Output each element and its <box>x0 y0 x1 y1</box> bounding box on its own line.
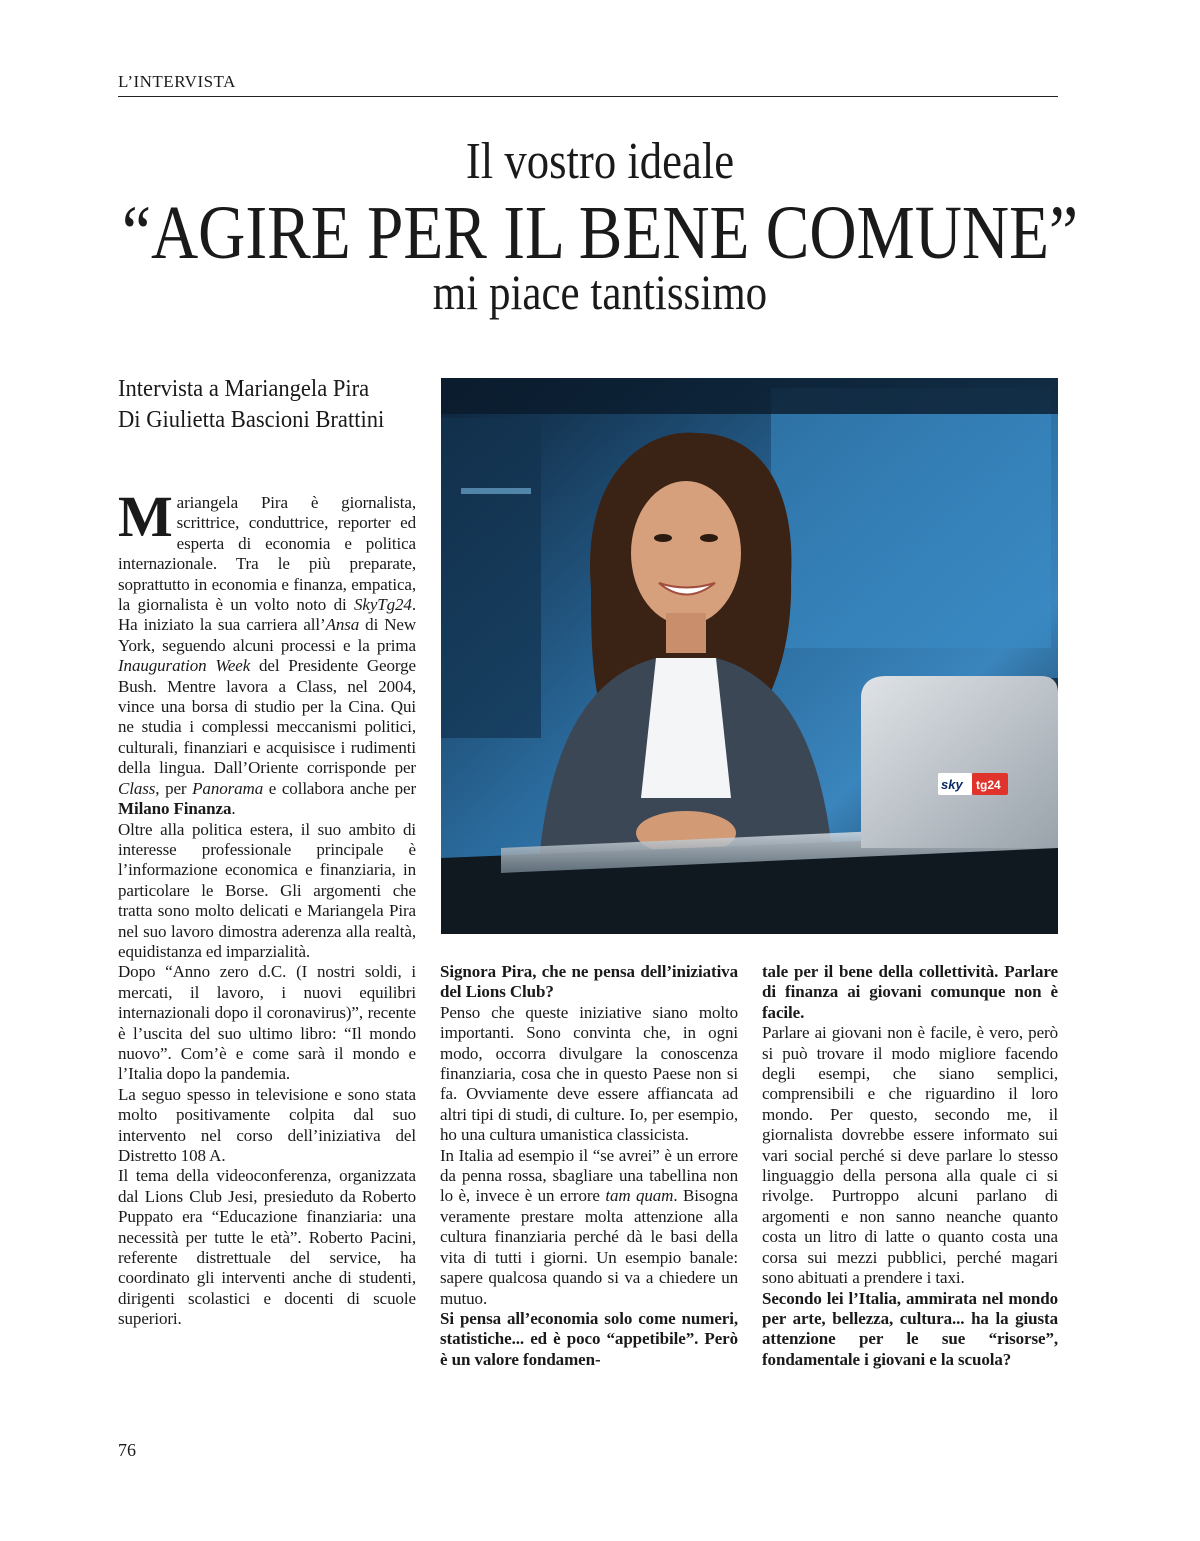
text-run: . Ha iniziato la sua carriera all’ <box>118 595 416 635</box>
text-run: In Italia ad esempio il “se avrei” è un errore da penna rossa, sbagliare una tabellina non lo è, invece è un errore <box>440 1145 738 1206</box>
page-number: 76 <box>118 1440 136 1460</box>
paragraph: Oltre alla politica estera, il suo ambito di interesse professionale principale è l’informazione economica e finanziaria, in particolare le Borse. Gli argomenti che tratta sono molto delicati e Mariangela Pira nel suo lavoro dimostra aderenza alla realtà, equidistanza ed imparzialità. <box>118 819 416 961</box>
paragraph: Dopo “Anno zero d.C. (I nostri soldi, i mercati, il lavoro, i nuovi equilibri internazionali dopo il coronavirus)”, recente è l’uscita del suo ultimo libro: “Il mondo nuovo”. Com’è e come sarà il mondo e l’Italia dopo la pandemia. <box>118 962 416 1084</box>
text-run: . <box>231 799 236 819</box>
question: Secondo lei l’Italia, ammirata nel mondo per arte, bellezza, cultura... ha la giusta attenzione per le sue “risorse”, fondamentale i giovani e la scuola? <box>762 1288 1058 1369</box>
italic-run: Panorama <box>192 778 264 798</box>
question-continued: tale per il bene della collettività. Parlare di finanza ai giovani comunque non è facile. <box>762 962 1058 1022</box>
byline-interview: Intervista a Mariangela Pira <box>118 376 370 402</box>
italic-run: SkyTg24 <box>353 595 412 615</box>
drop-cap: M <box>118 484 173 549</box>
italic-run: Inauguration Week <box>118 656 251 676</box>
question: Signora Pira, che ne pensa dell’iniziativa del Lions Club? <box>440 962 738 1002</box>
text-run: del Presidente George Bush. Mentre lavora a Class, nel 2004, vince una borsa di studio per la Cina. Qui ne studia i complessi meccanismi politici, culturali, finanziari e acquisisce i rudimenti della lingua. Dall’Oriente corrisponde per <box>118 656 416 778</box>
interview-photo <box>441 378 1058 934</box>
italic-run: tam quam <box>605 1186 674 1206</box>
text-run: ariangela Pira è giornalista, scrittrice, conduttrice, reporter ed esperta di economia e politica internazionale. Tra le più preparate, soprattutto in economia e finanza, empatica, la giornalista è un volto noto di <box>118 493 416 615</box>
tg24-logo-text: tg24 <box>976 778 1001 792</box>
byline <box>118 374 400 436</box>
answer <box>440 1146 738 1309</box>
question: Si pensa all’economia solo come numeri, statistiche... ed è poco “appetibile”. Però è un valore fondamen- <box>440 1308 738 1369</box>
sky-logo-text: sky <box>941 777 963 792</box>
text-run: di New York, seguendo alcuni processi e la prima <box>118 615 417 655</box>
italic-run: Ansa <box>325 615 360 635</box>
photo-illustration <box>441 378 1058 934</box>
intro-paragraph <box>118 484 417 820</box>
text-run: , per <box>155 778 193 798</box>
byline-author: Di Giulietta Bascioni Brattini <box>118 407 385 433</box>
text-run: . Bisogna veramente prestare molta attenzione alla cultura finanziaria perché dà le basi della vita di tutti i giorni. Un esempio banale: sapere qualcosa quando si va a chiedere un mutuo. <box>440 1186 739 1308</box>
answer: Penso che queste iniziative siano molto importanti. Sono convinta che, in ogni modo, occorra divulgare la conoscenza finanziaria, cosa che in questo Paese non si fa. Ovviamente deve essere affiancata ad altri tipi di studi, di culture. Io, per esempio, ho una cultura umanistica classicista. <box>440 1002 738 1145</box>
paragraph: Il tema della videoconferenza, organizzata dal Lions Club Jesi, presieduto da Roberto Puppato era “Educazione finanziaria: una necessità per tutte le età”. Roberto Pacini, referente distrettuale del service, ha coordinato gli interventi anche di studenti, dirigenti scolastici e docenti di scuole superiori. <box>118 1166 416 1329</box>
headline-line-1: Il vostro ideale <box>465 133 735 190</box>
italic-run: Class <box>118 778 156 798</box>
paragraph: La seguo spesso in televisione e sono stata molto positivamente colpita dal suo intervento nel corso dell’iniziativa del Distretto 108 A. <box>118 1084 416 1165</box>
headline-line-3: mi piace tantissimo <box>432 264 768 320</box>
headline-line-2: “AGIRE PER IL BENE COMUNE” <box>121 191 1079 275</box>
text-run: e collabora anche per <box>263 778 417 798</box>
section-label: L’INTERVISTA <box>118 72 1058 97</box>
bold-run: Milano Finanza <box>118 799 232 819</box>
column-3 <box>762 962 1058 1370</box>
column-2 <box>440 962 738 1370</box>
column-1 <box>118 484 417 1330</box>
answer: Parlare ai giovani non è facile, è vero, però si può trovare il modo migliore facendo degli esempi, che siano semplici, comprensibili e che riguardino il loro mondo. Per questo, secondo me, il giornalista dovrebbe essere informato sui vari social perché si deve parlare lo stesso linguaggio della persona alla quale ci si rivolge. Purtroppo alcuni parlano di argomenti e non sanno neanche quanto costa un litro di latte o quanto costa una corsa sui mezzi pubblici, perché magari sono abituati a prendere i taxi. <box>762 1023 1058 1288</box>
